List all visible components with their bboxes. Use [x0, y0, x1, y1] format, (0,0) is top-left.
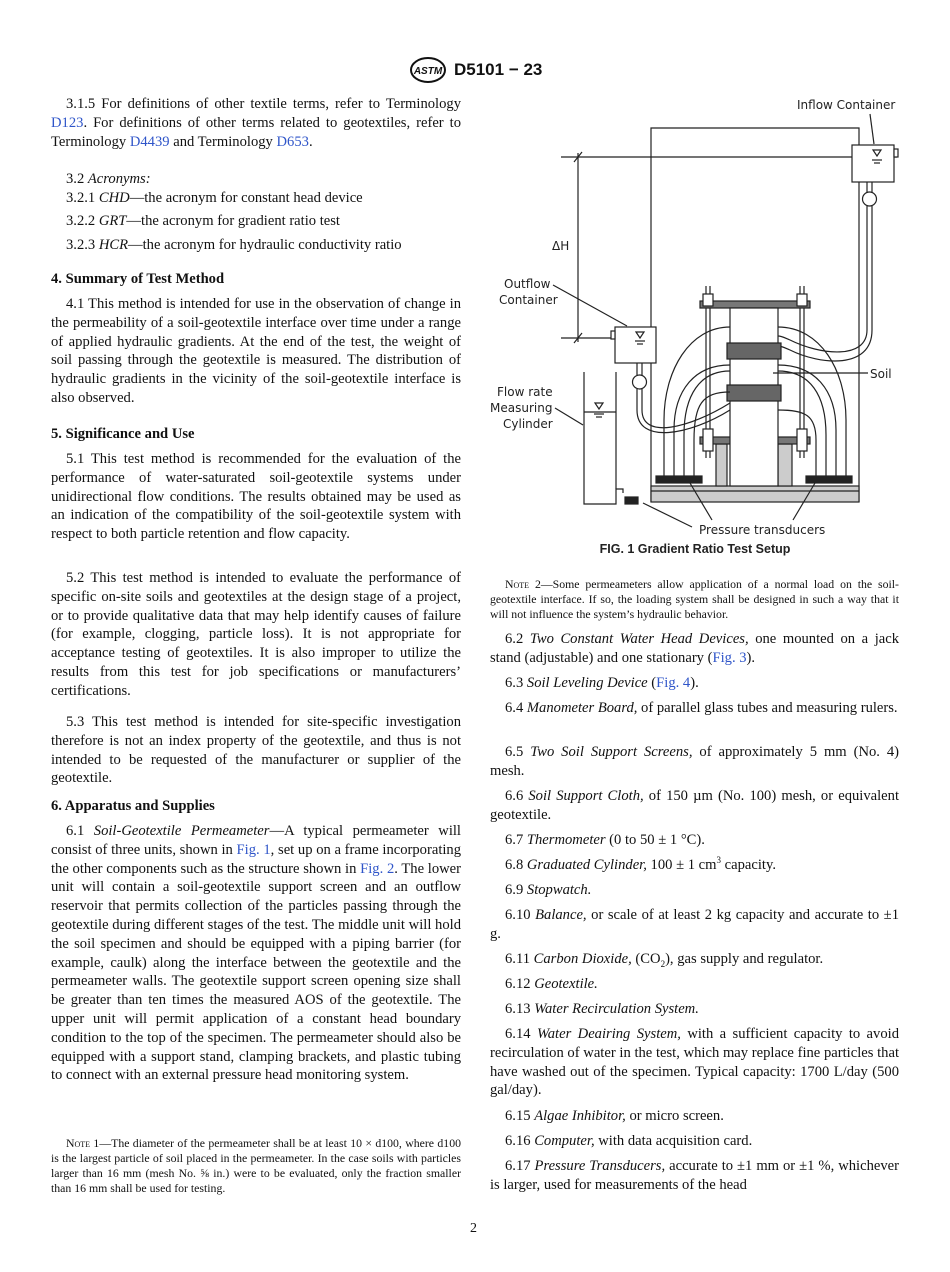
text: 6.6	[505, 788, 529, 804]
text: —A typical permeameter will consist of three units, shown in	[51, 823, 461, 858]
text: 6.13	[505, 1001, 535, 1017]
italic-term: Balance,	[535, 907, 587, 923]
reference-link[interactable]: Fig. 3	[712, 649, 747, 666]
paragraph	[51, 189, 461, 208]
paragraph	[490, 1107, 899, 1126]
paragraph	[51, 95, 461, 151]
label-delta-h: ΔH	[552, 239, 570, 253]
reference-link[interactable]: D4439	[129, 133, 170, 150]
text: 3.2.3	[66, 237, 99, 253]
text: 6.12	[505, 976, 535, 992]
paragraph	[490, 787, 899, 825]
text: 3.2.2	[66, 213, 99, 229]
text: 5.3 This test method is intended for site-specific investigation therefore is not an index property of the geotextile, and thus is not intended to be requested of the manufacturer or supplier of the geotextile.	[51, 714, 461, 787]
text: 6.1	[66, 823, 94, 839]
text: ), gas supply and regulator.	[665, 951, 824, 967]
text: —the acronym for hydraulic conductivity ratio	[128, 237, 402, 253]
label-measuring: Measuring	[490, 401, 553, 415]
paragraph	[490, 975, 899, 994]
text: capacity.	[721, 857, 776, 873]
text: 5. Significance and Use	[51, 426, 195, 442]
svg-text:ASTM: ASTM	[413, 66, 443, 77]
text: 6.8	[505, 857, 527, 873]
reference-link[interactable]: Fig. 4	[656, 675, 691, 691]
paragraph	[51, 236, 461, 255]
pressure-transducer-left	[656, 476, 702, 483]
note-paragraph	[51, 1136, 461, 1196]
paragraph	[490, 1000, 899, 1019]
text: 6.14	[505, 1026, 537, 1042]
reference-link[interactable]: D123	[51, 114, 84, 131]
paragraph	[490, 906, 899, 944]
text: . For definitions of other terms related to geotextiles, refer to Terminology	[51, 114, 461, 150]
note-label: Note	[505, 577, 530, 591]
paragraph	[490, 1157, 899, 1195]
text: 6.17	[505, 1158, 535, 1174]
note-label: Note	[66, 1136, 91, 1150]
reference-link[interactable]: Fig. 1	[236, 841, 271, 858]
subscript: 2	[660, 958, 666, 969]
text: one mounted on a jack stand (adjustable) and one stationary (	[490, 631, 900, 666]
text: 6.9	[505, 882, 527, 898]
reference-link[interactable]: D653	[276, 133, 309, 150]
text: , set up on a frame incorporating the other components such as the structure shown in	[51, 841, 462, 877]
italic-term: Carbon Dioxide,	[533, 951, 632, 967]
clamp-upper	[727, 343, 781, 359]
text: 6.11	[505, 951, 534, 967]
paragraph	[490, 950, 899, 969]
italic-term: Soil-Geotextile Permeameter	[93, 823, 270, 839]
text: 6.15	[505, 1108, 535, 1124]
text: (CO	[631, 951, 661, 967]
italic-term: Acronyms:	[87, 171, 151, 187]
text: 6. Apparatus and Supplies	[51, 798, 215, 814]
paragraph	[490, 856, 899, 875]
reference-link[interactable]: Fig. 2	[360, 860, 395, 877]
text: 6.3	[505, 675, 527, 691]
label-cylinder: Cylinder	[503, 417, 553, 431]
italic-term: Geotextile.	[534, 976, 598, 992]
clamp-lower	[727, 385, 781, 401]
outflow-transducer	[625, 497, 638, 504]
text: 3.2.1	[66, 190, 99, 206]
text: . The lower unit will contain a soil-geotextile support screen and an outflow reservoir that permits collection of the particles passing through the geotextile during different stages of the test. The middle unit will hold the soil specimen and should be equipped with a piping barrier (for example, caulk) along the interface between the geotextile and the permeameter walls. The geotextile support screen opening size shall be greater than ten times the measured AOS of the geotextile. The upper unit will permit application of a constant head boundary condition to the top of the specimen. The permeameter should also be equipped with a support stand, clamping brackets, and plastic tubing to connect with an external pressure head monitoring system.	[51, 860, 461, 1084]
document-header	[408, 56, 542, 84]
text: 6.10	[505, 907, 536, 923]
paragraph	[490, 1025, 899, 1100]
label-flow-rate: Flow rate	[497, 385, 553, 399]
italic-term: Water Recirculation System.	[534, 1001, 699, 1017]
text: and Terminology	[169, 133, 277, 150]
paragraph	[51, 569, 461, 701]
note-paragraph	[490, 577, 899, 622]
paragraph	[490, 1132, 899, 1151]
text: of approximately 5 mm (No. 4) mesh.	[490, 744, 900, 779]
label-outflow-2: Container	[499, 293, 558, 307]
label-outflow: Outflow	[504, 277, 551, 291]
italic-term: Water Deairing System,	[536, 1026, 681, 1042]
text: 6.4	[505, 700, 527, 716]
italic-term: HCR	[98, 237, 129, 253]
paragraph	[51, 450, 461, 544]
text: 6.2	[505, 631, 530, 647]
pressure-transducer-right	[806, 476, 852, 483]
text: 6.5	[505, 744, 531, 760]
italic-term: Two Constant Water Head Devices,	[529, 631, 749, 647]
paragraph	[51, 212, 461, 231]
astm-logo-icon	[408, 56, 448, 84]
paragraph	[51, 295, 461, 408]
page-number: 2	[470, 1221, 477, 1236]
outflow-container	[615, 327, 656, 363]
text: or micro screen.	[625, 1108, 724, 1124]
text: 1—The diameter of the permeameter shall be at least 10 × d100, where d100 is the largest particle of soil placed in the permeameter. In the case soils with particles larger than 16 mm (mesh No. ⅝ in.) were to be evaluated, only the fraction smaller than 16 mm shall be used for testing.	[51, 1136, 461, 1195]
text: 5.2 This test method is intended to evaluate the performance of specific on-site soils and geotextiles at the design stage of a project, or to provide qualitative data that may help identify causes of failure (for example, clogging, particle loss). It is not appropriate for acceptance testing of geotextiles. It is also improper to utilize the results from this test for job specifications or manufacturers’ certifications.	[51, 570, 461, 699]
italic-term: Stopwatch.	[526, 882, 592, 898]
italic-term: Thermometer	[526, 832, 606, 848]
text: 5.1 This test method is recommended for the evaluation of the performance of water-saturated soil-geotextile systems under unidirectional flow conditions. The results obtained may be used as an indication of the compatibility of the soil-geotextile system with respect to both particle retention and flow capacity.	[51, 451, 461, 543]
text: of 150 µm (No. 100) mesh, or equivalent geotextile.	[490, 788, 900, 823]
text: —the acronym for gradient ratio test	[126, 213, 340, 229]
text: —the acronym for constant head device	[129, 190, 363, 206]
paragraph	[490, 674, 899, 693]
paragraph	[51, 170, 461, 189]
text: 3.2	[66, 171, 88, 187]
italic-term: Computer,	[534, 1133, 595, 1149]
paragraph	[51, 713, 461, 788]
paragraph	[51, 822, 461, 1085]
italic-term: GRT	[98, 213, 127, 229]
text: 4.1 This method is intended for use in the observation of change in the permeability of a soil-geotextile interface over time under a range of applied hydraulic gradients. At the end of the test, the weight of soil passing through the geotextile is measured. The distribution of hydraulic gradients in the vicinity of the soil-geotextile interface is also observed.	[51, 296, 461, 406]
text: ).	[746, 649, 756, 666]
base-plate	[651, 486, 859, 502]
italic-term: Algae Inhibitor,	[534, 1108, 626, 1124]
label-soil: Soil	[870, 367, 892, 381]
section-heading	[51, 270, 461, 289]
text: 100 ± 1 cm	[646, 857, 717, 873]
text: or scale of at least 2 kg capacity and accurate to ±1 g.	[490, 907, 899, 942]
figure-1-gradient-ratio-setup	[490, 90, 910, 560]
label-inflow: Inflow Container	[797, 98, 896, 112]
paragraph	[490, 881, 899, 900]
designation: D5101 − 23	[454, 60, 543, 79]
text: of parallel glass tubes and measuring rulers.	[637, 700, 898, 716]
text: with data acquisition card.	[594, 1133, 753, 1149]
italic-term: Graduated Cylinder,	[526, 857, 647, 873]
text: 4. Summary of Test Method	[51, 271, 225, 287]
valve-icon	[863, 192, 877, 206]
text: (0 to 50 ± 1 °C).	[605, 832, 705, 848]
italic-term: CHD	[98, 190, 130, 206]
text: 3.1.5 For definitions of other textile terms, refer to Terminology	[66, 96, 461, 112]
italic-term: Soil Support Cloth,	[528, 788, 644, 804]
text: (	[647, 675, 657, 691]
text: 2—Some permeameters allow application of a normal load on the soil-geotextile interface. If so, the loading system shall be designed in such a way that it will not influence the system’s hydraulic behavior.	[490, 577, 899, 621]
paragraph	[490, 699, 899, 718]
text: ).	[690, 675, 699, 691]
italic-term: Soil Leveling Device	[526, 675, 648, 691]
italic-term: Manometer Board,	[526, 700, 638, 716]
italic-term: Pressure Transducers,	[534, 1158, 666, 1174]
top-plate	[700, 301, 810, 308]
paragraph	[490, 831, 899, 850]
text: .	[308, 133, 313, 150]
italic-term: Two Soil Support Screens,	[530, 744, 693, 760]
text: 6.7	[505, 832, 527, 848]
flow-rate-cylinder	[584, 372, 623, 504]
text: 6.16	[505, 1133, 535, 1149]
superscript: 3	[716, 855, 722, 866]
text: accurate to ±1 mm or ±1 %, whichever is larger, used for measurements of the head	[490, 1158, 899, 1193]
paragraph	[490, 743, 899, 781]
text: with a sufficient capacity to avoid recirculation of water in the test, which may replace fine particles that have washed out of the specimen. Typical capacity: 1700 L/day (500 gal/day).	[490, 1026, 899, 1099]
label-transducers: Pressure transducers	[699, 523, 826, 537]
section-heading	[51, 425, 461, 444]
figure-caption: FIG. 1 Gradient Ratio Test Setup	[599, 542, 791, 556]
paragraph	[490, 630, 899, 668]
section-heading	[51, 797, 461, 816]
